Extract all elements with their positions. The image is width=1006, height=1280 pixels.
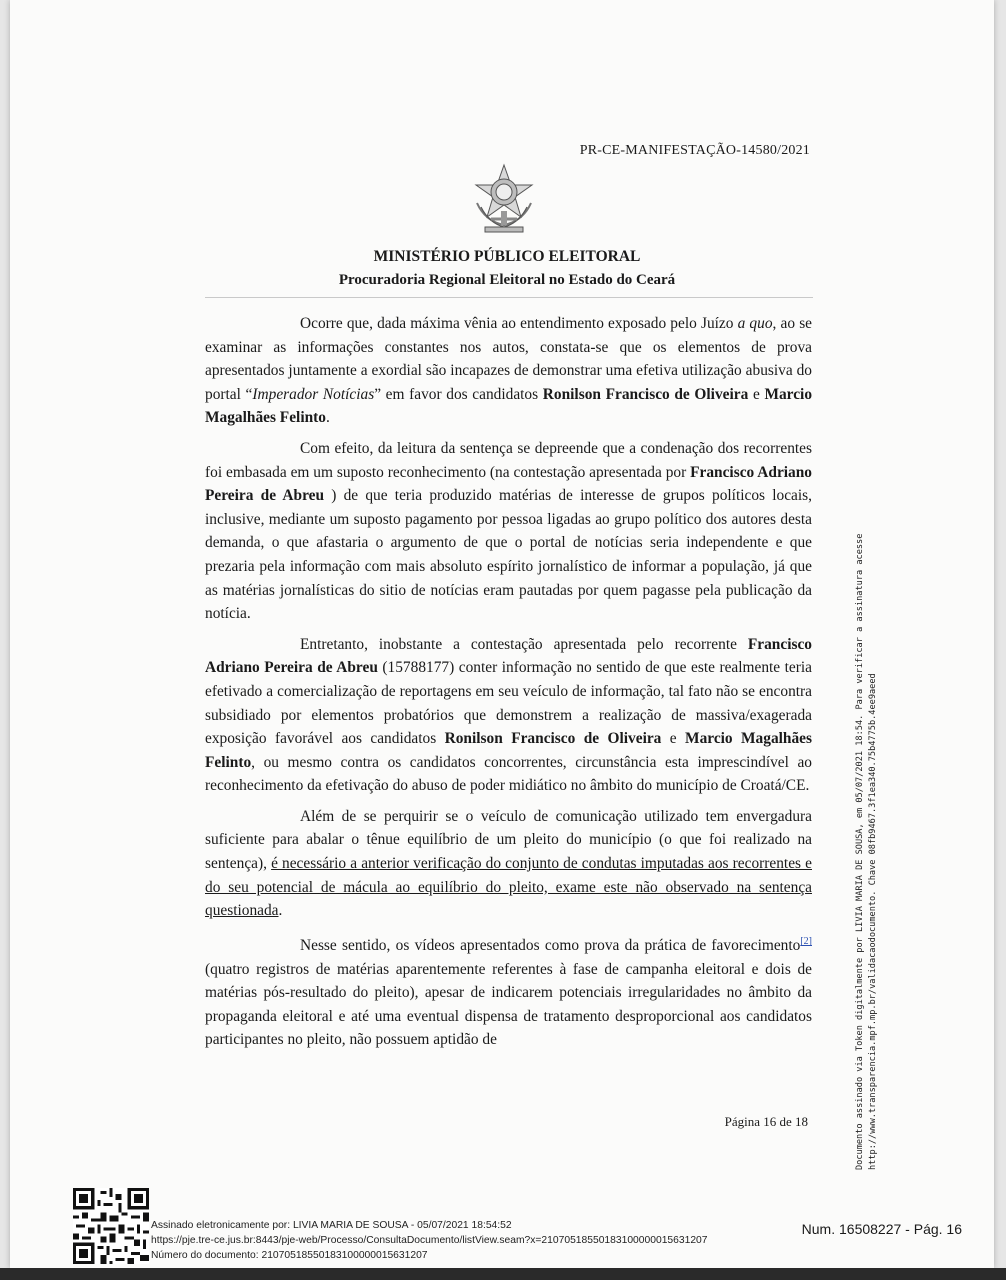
paragraph-4: Além de se perquirir se o veículo de comunicação utilizado tem envergadura suficiente para abalar o tênue equilíbrio de um pleito do município (o que foi realizado na sentença), é necessário a anterior verificação do conjunto de condutas imputadas aos recorrentes e do seu potencial de mácula ao equilíbrio do pleito, exame este não observado na sentença questionada. xyxy=(205,807,812,920)
signature-stamp: Documento assinado via Token digitalmente por LIVIA MARIA DE SOUSA, em 05/07/2021 18:54. Para verificar a assinatura acesse http://www.transparencia.mpf.mp.br/validacaodocumento. Chave 08fb9467.3f1ea340.75b4775b.4ee9aeed xyxy=(855,533,878,1170)
paragraph-1: Ocorre que, dada máxima vênia ao entendimento exposado pelo Juízo a quo, ao se examinar as informações constantes nos autos, constata-se que os elementos de prova apresentados juntamente a exordial são incapazes de demonstrar uma efetiva utilização abusiva do portal “Imperador Notícias” em favor dos candidatos Ronilson Francisco de Oliveira e Marcio Magalhães Felinto. xyxy=(205,315,813,427)
electronic-signature-info xyxy=(151,1218,708,1263)
paragraph-5: Nesse sentido, os vídeos apresentados como prova da prática de favorecimento[2] (quatro registros de matérias aparentemente referentes à fase de campanha eleitoral e dois de matérias pós-resultado do pleito), apesar de indicarem potenciais irregularidades no âmbito da propaganda eleitoral e até uma eventual dispensa de tratamento desproporcional aos candidatos participantes no pleito, não possuem aptidão de xyxy=(205,935,812,1049)
document-number: Número do documento: 21070518550183100000015631207 xyxy=(151,1250,428,1261)
page-number: Página 16 de 18 xyxy=(724,1114,808,1129)
organization-subtitle: Procuradoria Regional Eleitoral no Estado do Ceará xyxy=(338,272,676,288)
document-reference: PR-CE-MANIFESTAÇÃO-14580/2021 xyxy=(579,143,810,158)
paragraph-2: Com efeito, da leitura da sentença se depreende que a condenação dos recorrentes foi embasada em um suposto reconhecimento (na contestação apresentada por Francisco Adriano Pereira de Abreu ) de que teria produzido matérias de interesse de grupos políticos locais, inclusive, mediante um suposto pagamento por pessoa ligadas ao grupo político dos autores desta demanda, o que afastaria o argumento de que o portal de notícias seria independente e que prezaria pela informação com mais absoluto espírito jornalístico de informar a população, já que as matérias jornalísticas do sitio de notícias eram pautadas por quem pagasse pela publicação da notícia. xyxy=(205,439,812,623)
header-divider xyxy=(205,297,813,298)
bottom-edge xyxy=(0,1268,1006,1280)
num-page-label: Num. 16508227 - Pág. 16 xyxy=(801,1221,962,1237)
footnote-link[interactable]: [2] xyxy=(800,935,812,947)
signed-by-line: Assinado eletronicamente por: LIVIA MARIA DE SOUSA - 05/07/2021 18:54:52 xyxy=(151,1220,512,1231)
qr-code-icon xyxy=(73,1188,149,1264)
document-page xyxy=(10,0,994,1268)
document-body xyxy=(205,312,812,1059)
coat-of-arms-icon xyxy=(471,163,537,233)
organization-title: MINISTÉRIO PÚBLICO ELEITORAL xyxy=(373,248,641,265)
paragraph-3: Entretanto, inobstante a contestação apresentada pelo recorrente Francisco Adriano Pereira de Abreu (15788177) conter informação no sentido de que este realmente teria efetivado a comercialização de reportagens em seu veículo de informação, tal fato não se encontra subsidiado por elementos probatórios que demonstrem a realização de massiva/exagerada exposição favorável aos candidatos Ronilson Francisco de Oliveira e Marcio Magalhães Felinto, ou mesmo contra os candidatos concorrentes, circunstância esta imprescindível ao reconhecimento da efetivação do abuso de poder midiático no âmbito do município de Croatá/CE. xyxy=(205,635,812,795)
document-url[interactable]: https://pje.tre-ce.jus.br:8443/pje-web/Processo/ConsultaDocumento/listView.seam?x=21070518550183100000015631207 xyxy=(151,1235,708,1246)
